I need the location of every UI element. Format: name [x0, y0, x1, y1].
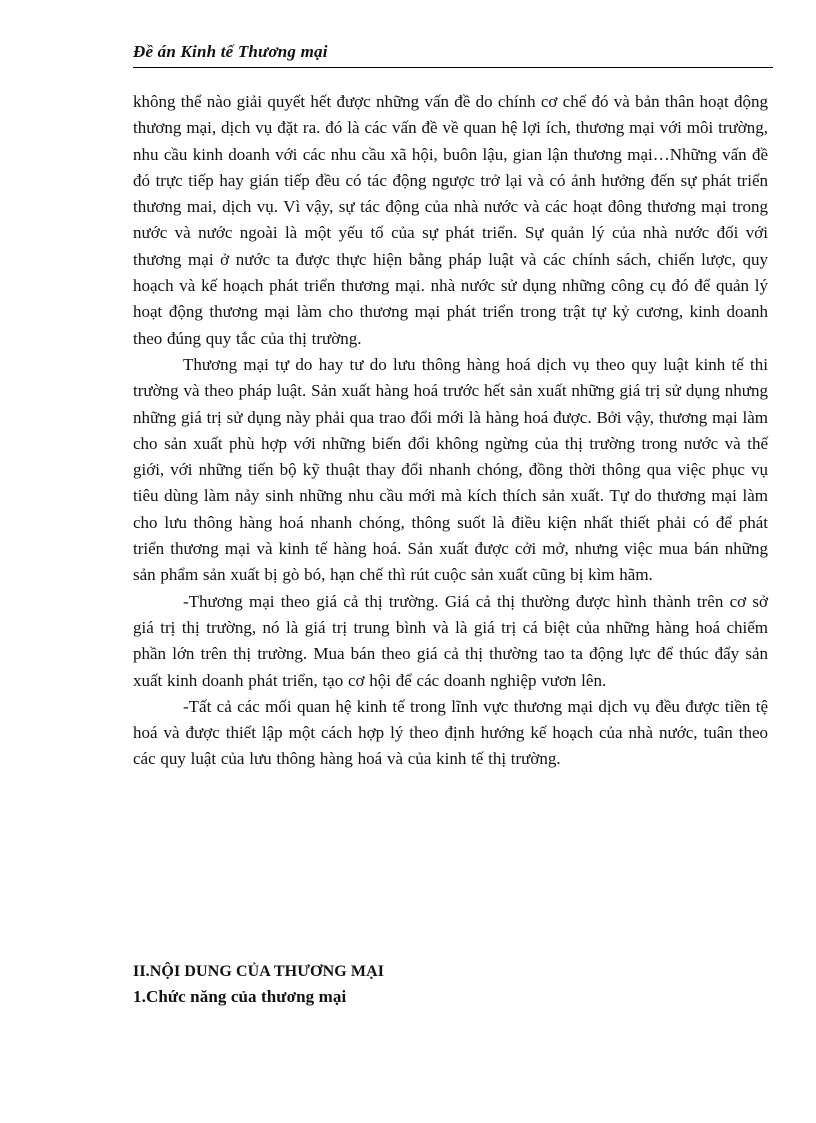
subsection-heading: 1.Chức năng của thương mại	[133, 987, 347, 1006]
section-heading: II.NỘI DUNG CỦA THƯƠNG MẠI	[133, 963, 385, 980]
paragraph-monetization: -Tất cả các mối quan hệ kinh tế trong lĩnh vực thương mại dịch vụ đều được tiền tệ hoá và được thiết lập một cách hợp lý theo định hướng kế hoạch của nhà nước, tuân theo các quy luật của lưu thông hàng hoá và của kinh tế thị trường.	[133, 696, 768, 769]
paragraph-state-management: không thể nào giải quyết hết được những vấn đề do chính cơ chế đó và bản thân hoạt động thương mại, dịch vụ đặt ra. đó là các vấn đề về quan hệ lợi ích, thương mại với môi trường, nhu cầu kinh doanh với các nhu cầu xã hội, buôn lậu, gian lận thương mại…Những vấn đề đó trực tiếp hay gián tiếp đều có tác động ngược trở lại và có ảnh hưởng đến sự phát triển thương mai, dịch vụ. Vì vậy, sự tác động của nhà nước và các hoạt đông thương mại trong nước và nước ngoài là một yếu tố của sự phát triển. Sự quản lý của nhà nước đối với thương mại ở nước ta được thực hiện bằng pháp luật và các chính sách, chiến lược, quy hoạch và kế hoạch phát triển thương mại. nhà nước sử dụng những công cụ đó để quản lý hoạt động thương mại làm cho thương mại phát triển trong trật tự kỷ cương, kinh doanh theo đúng quy tắc của thị trường.	[133, 92, 768, 348]
paragraph-free-trade: Thương mại tự do hay tư do lưu thông hàng hoá dịch vụ theo quy luật kinh tế thi trường và theo pháp luật. Sản xuất hàng hoá trước hết sản xuất những giá trị sử dụng nhưng những giá trị sử dụng này phải qua trao đổi mới là hàng hoá được. Bởi vậy, thương mại làm cho sản xuất phù hợp với những biến đổi không ngừng của thị trường trong nước và thế giới, với những tiến bộ kỹ thuật thay đổi nhanh chóng, đồng thời thông qua việc phục vụ tiêu dùng làm nảy sinh những nhu cầu mới mà kích thích sản xuất. Tự do thương mại làm cho lưu thông hàng hoá nhanh chóng, thông suốt là điều kiện nhất thiết phải có để phát triển thương mại và kinh tế hàng hoá. Sản xuất được cởi mở, nhưng việc mua bán những sản phẩm sản xuất bị gò bó, hạn chế thì rút cuộc sản xuất cũng bị kìm hãm.	[133, 354, 768, 585]
running-header-title: Đề án Kinh tế Thương mại	[133, 42, 328, 61]
running-header	[133, 40, 773, 68]
body-text	[133, 89, 768, 773]
paragraph-market-price: -Thương mại theo giá cả thị trường. Giá cả thị thường được hình thành trên cơ sở giá trị thị trường, nó là giá trị trung bình và là giá trị cá biệt của những hàng hoá chiếm phần lớn trên thị trường. Mua bán theo giá cả thị thường tao ta động lực để thúc đẩy sản xuất kinh doanh phát triển, tạo cơ hội để các doanh nghiệp vươn lên.	[133, 591, 768, 690]
